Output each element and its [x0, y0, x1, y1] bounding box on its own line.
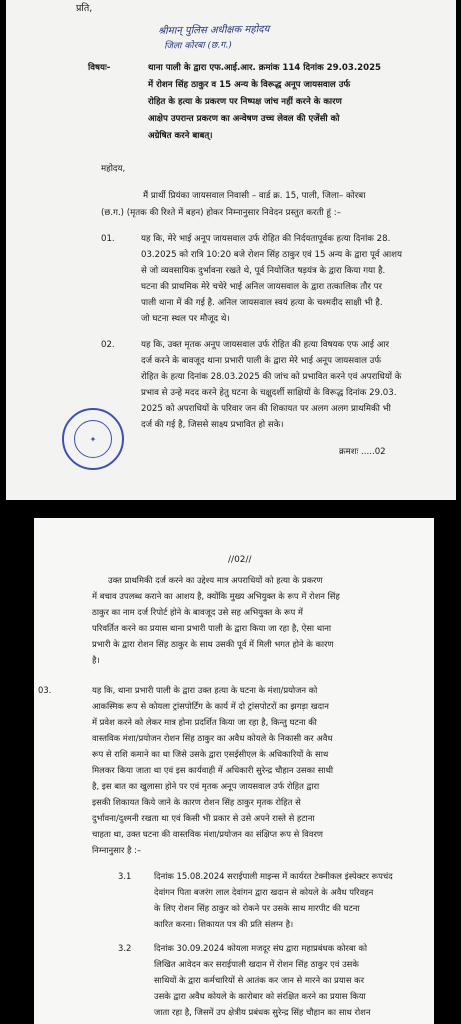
sub-item-line: देवांगन पिता बजरंग लाल देवांगन द्वारा खदान से कोयले के अवैध परिवहन: [154, 887, 374, 897]
paragraph-line: दर्ज की गई है, जिससे साक्ष्य प्रभावित हो सके।: [141, 420, 284, 430]
addressee-line-1: श्रीमान् पुलिस अधीक्षक महोदय: [157, 24, 270, 37]
paragraph-line: यह कि, थाना प्रभारी पाली के द्वारा उक्त हत्या के घटना के मंशा/प्रयोजन को: [92, 685, 318, 695]
lead-line: है।: [92, 655, 100, 665]
subject-line: में रोशन सिंह ठाकुर व 15 अन्य के विरूद्ध अनूप जायसवाल उर्फ: [148, 80, 351, 90]
paragraph-line: आकस्मिक रूप से कोयला ट्रांसपोर्टिंग के कार्य में दो ट्रांसपोटरों का झगड़ा खदान: [92, 701, 329, 711]
subject-label: विषयः-: [88, 63, 111, 73]
sub-item-line: कारित करना। शिकायत पत्र की प्रति संलग्न है।: [154, 919, 294, 929]
paragraph-line: जो घटना स्थल पर मौजूद थे।: [141, 314, 230, 324]
page-number: //02//: [228, 555, 252, 565]
salutation: महोदय,: [101, 164, 126, 174]
intro-line: (छ.ग.) (मृतक की रिश्ते में बहन) होकर निम्नानुसार निवेदन प्रस्तुत करती हूं :–: [101, 208, 341, 218]
paragraph-line: यह कि, मेरे भाई अनूप जायसवाल उर्फ रोहित की निर्दयतापूर्वक हत्या दिनांक 28.: [141, 234, 391, 244]
paragraph-line: यह कि, उक्त मृतक अनूप जायसवाल उर्फ रोहित की हत्या विषयक एफ आई आर: [141, 340, 390, 350]
paragraph-line: से जो व्यवसायिक दुर्भावना रखते थे, पूर्व नियोजित षड़यंत्र के द्वारा किया गया है.: [141, 266, 386, 276]
paragraph-line: में प्रवेश करने को लेकर मात्र होना प्रदर्शित किया जा रहा है, किन्तु घटना की: [92, 717, 317, 727]
addressee-line-2: जिला कोरबा (छ.ग.): [163, 40, 232, 52]
paragraph-line: मिलकर किया जाता था एवं इस कार्यवाही में अधिकारी सुरेन्द्र चौहान उसका साथी: [92, 765, 334, 775]
sub-item-number: 3.2: [118, 943, 132, 953]
paragraph-line: प्रभाव से उन्हे मदद करने हेतु घटना के चक्षुदर्शी साक्षियों के विरूद्ध दिनांक 29.03.: [141, 388, 397, 398]
seal-stamp: [62, 408, 124, 470]
paragraph-number: 01.: [101, 234, 115, 244]
paragraph-number: 02.: [101, 340, 115, 350]
lead-line: ठाकुर का नाम दर्ज रिपोर्ट होने के बावजूद उसे सह अभियुक्त के रूप में: [92, 607, 303, 617]
sub-item-line: दिनांक 30.09.2024 कोयला मजदूर संघ द्वारा महाप्रबंधक कोरबा को: [154, 943, 368, 953]
paragraph-line: निम्नानुसार है :–: [92, 845, 142, 855]
paragraph-line: रोहित के हत्या दिनांक 28.03.2025 की जांच को प्रभावित करने एवं अपराधियों के: [141, 372, 402, 382]
paragraph-line: 2025 को अपराधियों के परिवार जन की शिकायत पर अलग अलग प्राथमिकी भी: [141, 404, 391, 414]
sub-item-line: दिनांक 15.08.2024 सराईपाली माइन्स में कार्यरत टेक्नीकल इंस्पेक्टर रूपचंद: [154, 871, 393, 881]
paragraph-line: वास्तविक मंशा/प्रयोजन रोशन सिंह ठाकुर का अवैध कोयले के निकासी कर अवैध: [92, 733, 333, 743]
lead-line: उक्त प्राथमिकी दर्ज करने का उद्देश्य मात्र अपराधियों को हत्या के प्रकरण: [108, 575, 323, 585]
paragraph-line: इसकी शिकायत किये जाने के कारण रोशन सिंह ठाकुर मृतक रोहित से: [92, 797, 301, 807]
paragraph-line: है, इस बात का खुलासा होने पर एवं मृतक अनूप जायसवाल उर्फ रोहित द्वारा: [92, 781, 320, 791]
sub-item-line: लिखित आवेदन कर सराईपाली खदान में रोशन सिंह ठाकुर एवं उसके: [154, 959, 359, 969]
paragraph-line: चाहता था, उक्त घटना की वास्तविक मंशा/प्रयोजन का संक्षिप्त रूप से विवरण: [92, 829, 323, 839]
sub-item-line: के लिए रोशन सिंह ठाकुर को रोकने पर उसके साथ मारपीट की घटना: [154, 903, 360, 913]
subject-line: अग्रेषित करने बाबत्।: [148, 131, 213, 141]
sub-item-line: जाता रहा है, जिसमें उप क्षेत्रीय प्रबंधक सुरेन्द्र सिंह चौहान का साथ रोशन: [154, 1007, 371, 1017]
lead-line: प्रभारी के द्वारा रोशन सिंह ठाकुर के साथ उसकी पूर्व में मिली भगत होने के कारण: [92, 639, 334, 649]
paragraph-line: 03.2025 को रात्रि 10:20 बजे रोशन सिंह ठाकुर एवं 15 अन्य के द्वारा पूर्व आशय: [141, 250, 402, 260]
paragraph-line: रूप से राशि कमाने का था जिसे उसके द्वारा एसईसीएल के अधिकारियों के साथ: [92, 749, 329, 759]
subject-line: थाना पाली के द्वारा एफ.आई.आर. क्रमांक 114 दिनांक 29.03.2025: [148, 63, 382, 73]
subject-line: रोहित के हत्या के प्रकरण पर निष्पक्ष जांच नहीं करने के कारण: [148, 97, 342, 107]
sub-item-line: साथियों के द्वारा कर्मचारियों से आतंक कर जान से मारने का प्रयास कर: [154, 975, 365, 985]
lead-line: परिवर्तित करने का प्रयास थाना प्रभारी पाली के द्वारा किया जा रहा है, ऐसा थाना: [92, 623, 332, 633]
lead-line: में बचाव उपलब्ध कराने का आशय है, क्योंकि मुख्य अभियुक्त के रूप में रोशन सिंह: [92, 591, 340, 601]
sub-item-number: 3.1: [118, 871, 132, 881]
sub-item-line: उसके द्वारा अवैध कोयले के कारोबार को संरक्षित करने का प्रयास किया: [154, 991, 366, 1001]
prati-label: प्रति,: [76, 3, 93, 14]
paragraph-line: दुर्भावना/दुश्मनी रखता था एवं किसी भी प्रकार से उसे अपने रास्ते से हटाना: [92, 813, 315, 823]
document-page-2: [34, 518, 434, 1024]
continued-marker: क्रमशः .....02: [339, 447, 386, 457]
paragraph-number: 03.: [38, 685, 52, 695]
paragraph-line: दर्ज करने के बावजूद थाना प्रभारी पाली के द्वारा मेरे भाई अनूप जायसवाल उर्फ: [141, 356, 381, 366]
stamp-inner: ✦: [74, 420, 112, 458]
intro-line: मैं प्रार्थी प्रियंका जायसवाल निवासी – वार्ड क्र. 15, पाली, जिला– कोरबा: [143, 191, 366, 201]
paragraph-line: घटना की प्राथमिक मेरे चचेरे भाई अनिल जायसवाल के द्वारा तत्कालिक तौर पर: [141, 282, 383, 292]
paragraph-line: पाली थाना में की गई है. अनिल जायसवाल स्वयं हत्या के चश्मदीद साक्षी भी है.: [141, 298, 383, 308]
subject-line: आक्षेप उपरान्त प्रकरण का अन्वेषण उच्च लेवल की एजेंसी को: [148, 114, 340, 124]
document-page-1: [6, 0, 456, 500]
